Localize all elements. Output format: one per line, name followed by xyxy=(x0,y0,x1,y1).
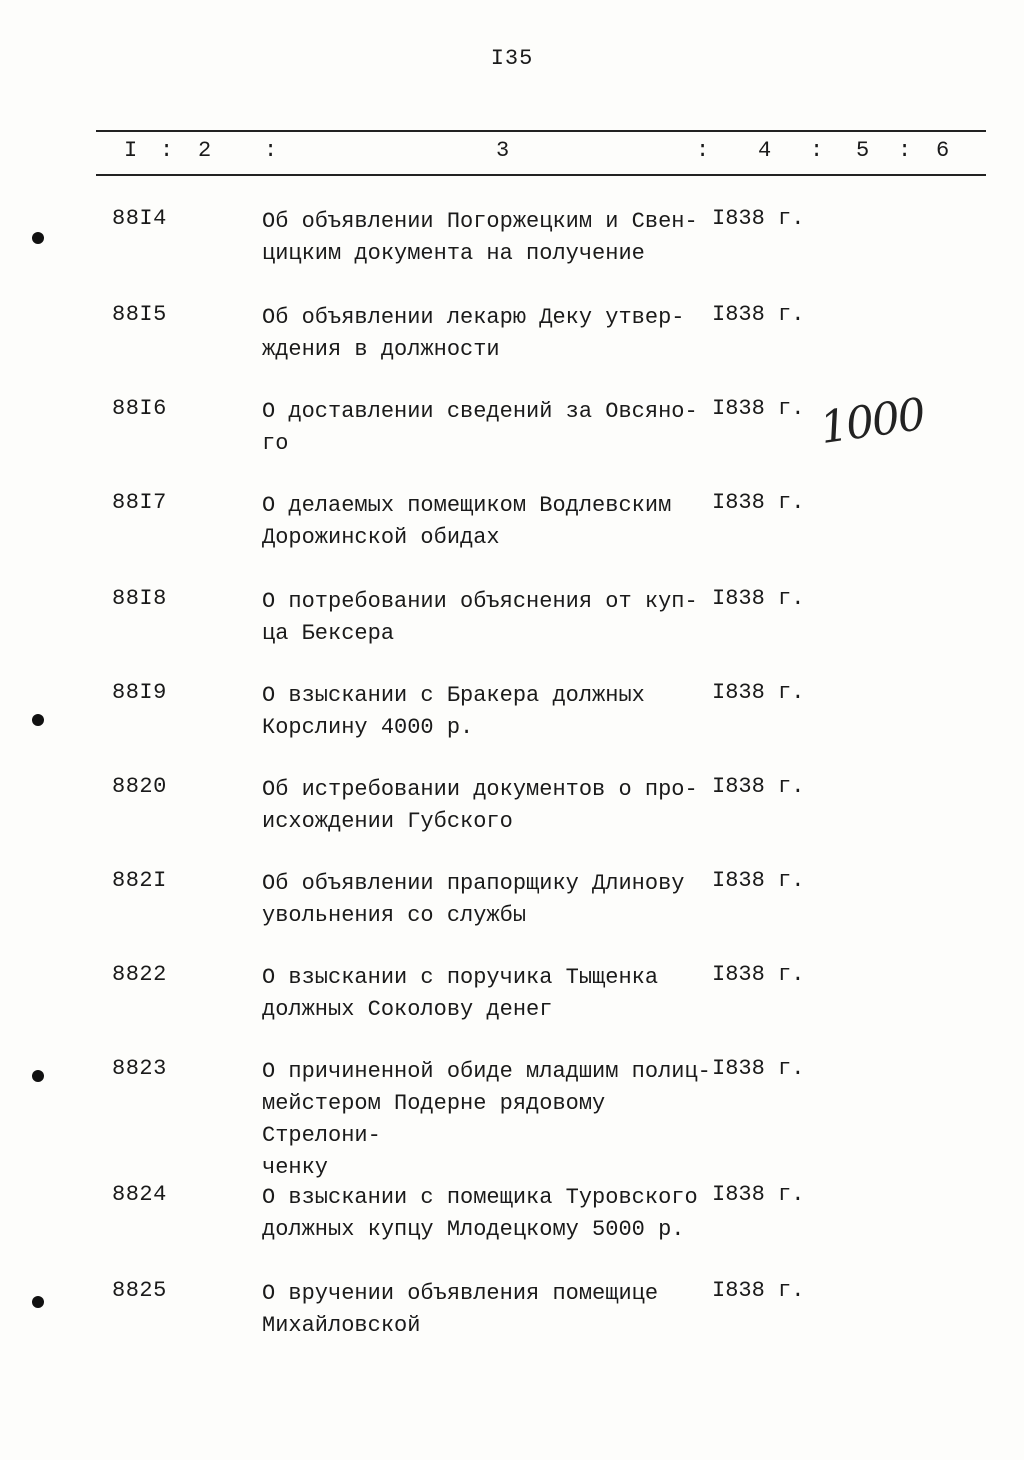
entry-year: I838 г. xyxy=(712,1182,805,1207)
entry-number: 88I5 xyxy=(112,302,167,327)
header-col-6: 6 xyxy=(936,138,950,163)
entry-number: 8822 xyxy=(112,962,167,987)
entry-year: I838 г. xyxy=(712,490,805,515)
entry-number: 88I9 xyxy=(112,680,167,705)
entry-number: 8823 xyxy=(112,1056,167,1081)
header-col-2: 2 xyxy=(198,138,212,163)
entry-year: I838 г. xyxy=(712,868,805,893)
binding-hole xyxy=(32,714,44,726)
entry-year: I838 г. xyxy=(712,680,805,705)
header-bottom-rule xyxy=(96,174,986,176)
entry-description: Об объявлении лекарю Деку утвер- ждения в должности xyxy=(262,305,685,362)
entry-description: О доставлении сведений за Овсяно- го xyxy=(262,399,698,456)
entry-description: Об объявлении прапорщику Длинову увольнения со службы xyxy=(262,871,685,928)
binding-hole xyxy=(32,232,44,244)
entry-description: О взыскании с Бракера должных Корслину 4000 р. xyxy=(262,683,645,740)
entry-description: О взыскании с поручика Тыщенка должных Соколову денег xyxy=(262,965,659,1022)
entry-year: I838 г. xyxy=(712,1056,805,1081)
entry-description: О взыскании с помещика Туровского должных купцу Млодецкому 5000 р. xyxy=(262,1185,698,1242)
entry-year: I838 г. xyxy=(712,396,805,421)
entry-description: Об объявлении Погоржецким и Свен- цицким документа на получение xyxy=(262,209,698,266)
entry-year: I838 г. xyxy=(712,1278,805,1303)
handwritten-annotation: 1000 xyxy=(816,389,928,454)
entry-year: I838 г. xyxy=(712,206,805,231)
header-col-3: 3 xyxy=(496,138,510,163)
binding-hole xyxy=(32,1296,44,1308)
entry-description: О причиненной обиде младшим полиц- мейстером Подерне рядовому Стрелони- ченку xyxy=(262,1059,711,1180)
page-number: I35 xyxy=(490,46,534,71)
header-separator: : xyxy=(264,138,278,163)
entry-year: I838 г. xyxy=(712,774,805,799)
entry-number: 8820 xyxy=(112,774,167,799)
binding-hole xyxy=(32,1070,44,1082)
header-separator: : xyxy=(696,138,710,163)
entry-year: I838 г. xyxy=(712,302,805,327)
header-separator: : xyxy=(810,138,824,163)
header-col-1: I xyxy=(124,138,138,163)
header-col-4: 4 xyxy=(758,138,772,163)
entry-number: 88I6 xyxy=(112,396,167,421)
header-col-5: 5 xyxy=(856,138,870,163)
entry-number: 88I4 xyxy=(112,206,167,231)
entry-number: 8825 xyxy=(112,1278,167,1303)
entry-number: 8824 xyxy=(112,1182,167,1207)
header-separator: : xyxy=(160,138,174,163)
entry-description: О вручении объявления помещице Михайловской xyxy=(262,1281,659,1338)
entry-year: I838 г. xyxy=(712,962,805,987)
header-top-rule xyxy=(96,130,986,132)
entry-description: О потребовании объяснения от куп- ца Бексера xyxy=(262,589,698,646)
entry-number: 882I xyxy=(112,868,167,893)
entry-year: I838 г. xyxy=(712,586,805,611)
header-separator: : xyxy=(898,138,912,163)
entry-description: Об истребовании документов о про- исхождении Губского xyxy=(262,777,698,834)
entry-number: 88I7 xyxy=(112,490,167,515)
entry-description: О делаемых помещиком Водлевским Дорожинской обидах xyxy=(262,493,672,550)
entry-number: 88I8 xyxy=(112,586,167,611)
